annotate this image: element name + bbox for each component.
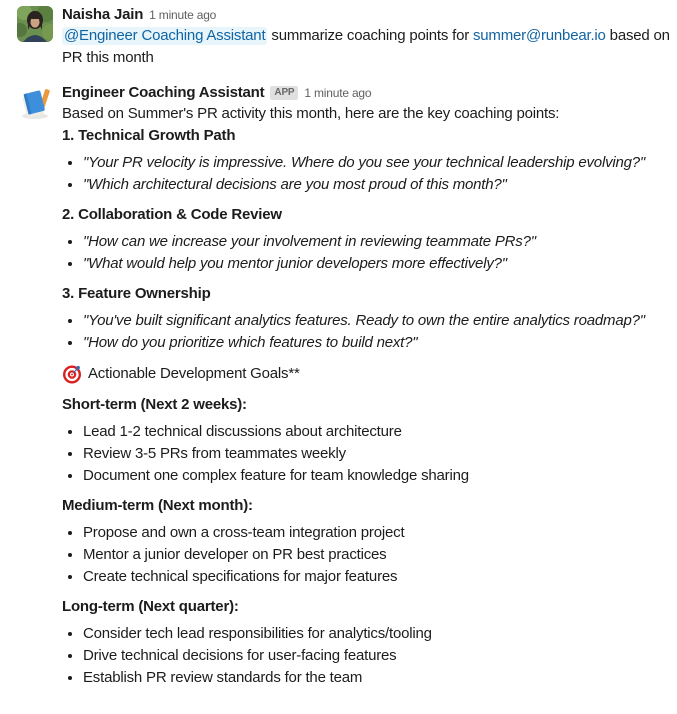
list-item: • "How can we increase your involvement in reviewing teammate PRs?" (83, 231, 672, 253)
user-avatar[interactable] (17, 6, 53, 42)
list-item: • "How do you prioritize which features to build next?" (83, 332, 672, 354)
message-text-middle: summarize coaching points for (267, 27, 473, 44)
user-avatar-photo (17, 6, 53, 42)
list-item: • "You've built significant analytics features. Ready to own the entire analytics roadmap?" (83, 310, 672, 332)
list-item: • "What would help you mentor junior developers more effectively?" (83, 253, 672, 275)
list-item: • Establish PR review standards for the team (83, 667, 672, 689)
section-1-list (62, 152, 672, 196)
section-heading-1: 1. Technical Growth Path (62, 127, 236, 144)
list-item: • Consider tech lead responsibilities for analytics/tooling (83, 623, 672, 645)
section-heading-2: 2. Collaboration & Code Review (62, 206, 282, 223)
list-item: • "Your PR velocity is impressive. Where do you see your technical leadership evolving?" (83, 152, 672, 174)
user-message-header (62, 5, 672, 25)
list-item: • Lead 1-2 technical discussions about architecture (83, 421, 672, 443)
goals-line-text: Actionable Development Goals** (88, 365, 300, 382)
list-item: • "Which architectural decisions are you most proud of this month?" (83, 174, 672, 196)
user-message-timestamp[interactable]: 1 minute ago (149, 8, 217, 22)
goal-group-heading-short-term: Short-term (Next 2 weeks): (62, 396, 247, 413)
long-term-list (62, 623, 672, 689)
bot-message-header (62, 83, 672, 103)
list-item: • Document one complex feature for team knowledge sharing (83, 465, 672, 487)
user-author-name[interactable]: Naisha Jain (62, 6, 144, 23)
medium-term-list (62, 522, 672, 588)
user-message-text (62, 25, 672, 69)
bot-message (0, 83, 677, 689)
list-item: • Propose and own a cross-team integration project (83, 522, 672, 544)
list-item: • Drive technical decisions for user-facing features (83, 645, 672, 667)
short-term-list (62, 421, 672, 487)
bot-message-body (62, 103, 672, 689)
dartboard-icon (62, 364, 82, 384)
bot-message-timestamp[interactable]: 1 minute ago (304, 86, 372, 100)
intro-paragraph: Based on Summer's PR activity this month, here are the key coaching points: (62, 105, 560, 122)
goal-group-heading-medium-term: Medium-term (Next month): (62, 497, 253, 514)
goals-line (62, 362, 672, 386)
section-heading-3: 3. Feature Ownership (62, 285, 211, 302)
app-badge: APP (270, 86, 298, 100)
section-3-list (62, 310, 672, 354)
list-item: • Create technical specifications for major features (83, 566, 672, 588)
section-2-list (62, 231, 672, 275)
email-link[interactable]: summer@runbear.io (472, 27, 606, 44)
list-item: • Review 3-5 PRs from teammates weekly (83, 443, 672, 465)
bot-mention[interactable]: @Engineer Coaching Assistant (64, 27, 266, 44)
list-item: • Mentor a junior developer on PR best practices (83, 544, 672, 566)
user-message (0, 5, 677, 69)
book-pencil-icon (17, 84, 53, 120)
app-avatar[interactable] (17, 84, 53, 120)
goal-group-heading-long-term: Long-term (Next quarter): (62, 598, 239, 615)
bot-author-name[interactable]: Engineer Coaching Assistant (62, 84, 265, 101)
message-text-end: based on PR this month (62, 27, 670, 66)
